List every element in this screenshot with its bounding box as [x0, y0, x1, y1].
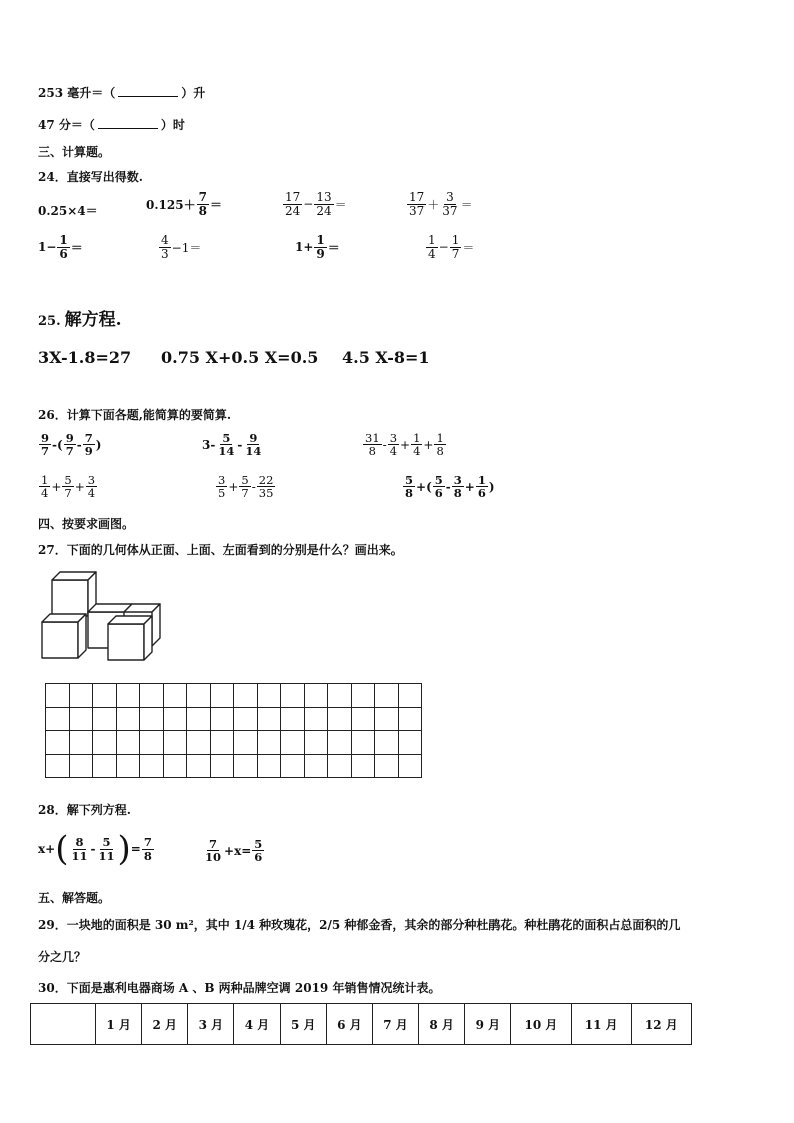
grid-cell[interactable]	[46, 754, 70, 778]
month-header: 7 月	[372, 1004, 418, 1045]
grid-row	[46, 731, 422, 755]
sales-table	[30, 1003, 692, 1045]
grid-cell[interactable]	[69, 731, 93, 755]
grid-cell[interactable]	[304, 684, 328, 708]
grid-cell[interactable]	[351, 707, 375, 731]
question-30-title: 30．下面是惠利电器商场 A 、B 两种品牌空调 2019 年销售情况统计表。	[38, 981, 441, 995]
expr-24-3: $\frac{17}{24}$ − $\frac{13}{24}$ ＝	[285, 190, 347, 218]
month-header: 12 月	[631, 1004, 691, 1045]
grid-cell[interactable]	[163, 754, 187, 778]
grid-cell[interactable]	[140, 707, 164, 731]
grid-cell[interactable]	[234, 684, 258, 708]
expr-26-4: $\frac{1}{4}$ + $\frac{5}{7}$ + $\frac{3}{4}$	[41, 473, 96, 501]
grid-cell[interactable]	[398, 754, 422, 778]
section-title: 四、按要求画图。	[38, 517, 135, 531]
grid-cell[interactable]	[375, 707, 399, 731]
grid-cell[interactable]	[93, 707, 117, 731]
grid-cell[interactable]	[46, 684, 70, 708]
month-header: 9 月	[465, 1004, 511, 1045]
question-title: 26．计算下面各题,能简算的要简算.	[38, 408, 232, 422]
expr-26-2: 3- $\frac{5}{14}$ - $\frac{9}{14}$	[202, 431, 262, 459]
table-row	[31, 1004, 692, 1045]
expr-24-1: 0.25×4＝	[38, 204, 98, 218]
question-title: 24．直接写出得数.	[38, 170, 143, 184]
grid-cell[interactable]	[398, 707, 422, 731]
grid-cell[interactable]	[351, 684, 375, 708]
grid-cell[interactable]	[328, 684, 352, 708]
grid-cell[interactable]	[116, 731, 140, 755]
grid-cell[interactable]	[69, 754, 93, 778]
grid-cell[interactable]	[375, 684, 399, 708]
grid-cell[interactable]	[69, 707, 93, 731]
grid-cell[interactable]	[398, 731, 422, 755]
question-29-line2: 分之几？	[38, 950, 87, 964]
grid-cell[interactable]	[69, 684, 93, 708]
month-header: 11 月	[571, 1004, 631, 1045]
month-header: 8 月	[419, 1004, 465, 1045]
grid-cell[interactable]	[234, 754, 258, 778]
expr-26-3: $\frac{31}{8}$ - $\frac{3}{4}$ + $\frac{1}{4}$ + $\frac{1}{8}$	[365, 431, 444, 459]
grid-cell[interactable]	[187, 684, 211, 708]
grid-cell[interactable]	[257, 731, 281, 755]
month-header: 1 月	[96, 1004, 142, 1045]
grid-cell[interactable]	[46, 707, 70, 731]
cube-figure	[38, 566, 168, 662]
section-title: 五、解答题。	[38, 891, 111, 905]
grid-cell[interactable]	[163, 707, 187, 731]
grid-cell[interactable]	[281, 731, 305, 755]
grid-cell[interactable]	[93, 684, 117, 708]
conversion-min: 47 分＝（ ）时	[38, 118, 185, 132]
expr-24-4: $\frac{17}{37}$ ＋ $\frac{3}{37}$ ＝	[409, 190, 473, 218]
grid-cell[interactable]	[304, 707, 328, 731]
equation-28-1: x+ ( $\frac{8}{11}$ - $\frac{5}{11}$ ) = $\frac{7}{8}$	[38, 829, 152, 869]
grid-cell[interactable]	[116, 754, 140, 778]
grid-cell[interactable]	[116, 684, 140, 708]
month-header: 2 月	[142, 1004, 188, 1045]
grid-cell[interactable]	[140, 731, 164, 755]
expr-24-7: 1+ $\frac{1}{9}$ ＝	[295, 233, 340, 261]
grid-cell[interactable]	[187, 731, 211, 755]
grid-cell[interactable]	[210, 707, 234, 731]
month-header: 4 月	[234, 1004, 280, 1045]
question-29-line1: 29．一块地的面积是 30 m²，其中 1/4 种玫瑰花，2/5 种郁金香，其余的部分种杜鹃花。种杜鹃花的面积占总面积的几	[38, 918, 681, 932]
conversion-ml: 253 毫升＝（ ）升	[38, 86, 206, 100]
grid-row	[46, 684, 422, 708]
grid-cell[interactable]	[210, 754, 234, 778]
grid-cell[interactable]	[257, 707, 281, 731]
grid-cell[interactable]	[328, 754, 352, 778]
grid-cell[interactable]	[93, 754, 117, 778]
section-title: 三、计算题。	[38, 145, 111, 159]
grid-cell[interactable]	[234, 731, 258, 755]
month-header: 10 月	[511, 1004, 571, 1045]
grid-cell[interactable]	[351, 754, 375, 778]
grid-row	[46, 707, 422, 731]
grid-cell[interactable]	[328, 731, 352, 755]
grid-row	[46, 754, 422, 778]
equation-25-1: 3X-1.8=27	[38, 348, 132, 367]
grid-cell[interactable]	[187, 754, 211, 778]
grid-cell[interactable]	[93, 731, 117, 755]
answer-blank[interactable]	[118, 84, 178, 97]
grid-cell[interactable]	[234, 707, 258, 731]
expr-24-2: 0.125＋ $\frac{7}{8}$ ＝	[146, 190, 222, 218]
month-header: 5 月	[280, 1004, 326, 1045]
expr-24-8: $\frac{1}{4}$ − $\frac{1}{7}$ ＝	[428, 233, 475, 261]
equation-25-3: 4.5 X-8=1	[342, 348, 430, 367]
grid-cell[interactable]	[257, 754, 281, 778]
grid-cell[interactable]	[116, 707, 140, 731]
equation-25-2: 0.75 X+0.5 X=0.5	[161, 348, 319, 367]
expr-24-6: $\frac{4}{3}$ −1＝	[161, 233, 202, 261]
grid-cell[interactable]	[257, 684, 281, 708]
equation-28-2: $\frac{7}{10}$ +x= $\frac{5}{6}$	[205, 837, 263, 865]
grid-cell[interactable]	[281, 754, 305, 778]
expr-26-1: $\frac{9}{7}$ -( $\frac{9}{7}$ - $\frac{7}{9}$ )	[41, 431, 102, 459]
grid-cell[interactable]	[375, 731, 399, 755]
expr-26-5: $\frac{3}{5}$ + $\frac{5}{7}$ - $\frac{22}{35}$	[218, 473, 274, 501]
table-corner-cell	[31, 1004, 96, 1045]
month-header: 6 月	[326, 1004, 372, 1045]
grid-cell[interactable]	[304, 754, 328, 778]
grid-cell[interactable]	[46, 731, 70, 755]
grid-cell[interactable]	[304, 731, 328, 755]
grid-cell[interactable]	[281, 684, 305, 708]
grid-cell[interactable]	[210, 684, 234, 708]
question-title: 27．下面的几何体从正面、上面、左面看到的分别是什么？画出来。	[38, 543, 403, 557]
expr-24-5: 1− $\frac{1}{6}$ ＝	[38, 233, 83, 261]
grid-cell[interactable]	[328, 707, 352, 731]
grid-cell[interactable]	[281, 707, 305, 731]
answer-blank[interactable]	[98, 116, 158, 129]
grid-cell[interactable]	[187, 707, 211, 731]
grid-cell[interactable]	[163, 684, 187, 708]
grid-cell[interactable]	[140, 754, 164, 778]
grid-cell[interactable]	[210, 731, 234, 755]
grid-cell[interactable]	[163, 731, 187, 755]
month-header: 3 月	[188, 1004, 234, 1045]
grid-cell[interactable]	[351, 731, 375, 755]
drawing-grid[interactable]	[45, 683, 422, 778]
question-title-25: 25. 解方程.	[38, 310, 122, 330]
grid-cell[interactable]	[398, 684, 422, 708]
question-title: 28．解下列方程.	[38, 803, 131, 817]
grid-cell[interactable]	[140, 684, 164, 708]
grid-cell[interactable]	[375, 754, 399, 778]
expr-26-6: $\frac{5}{8}$ +( $\frac{5}{6}$ - $\frac{3}{8}$ + $\frac{1}{6}$ )	[405, 473, 495, 501]
